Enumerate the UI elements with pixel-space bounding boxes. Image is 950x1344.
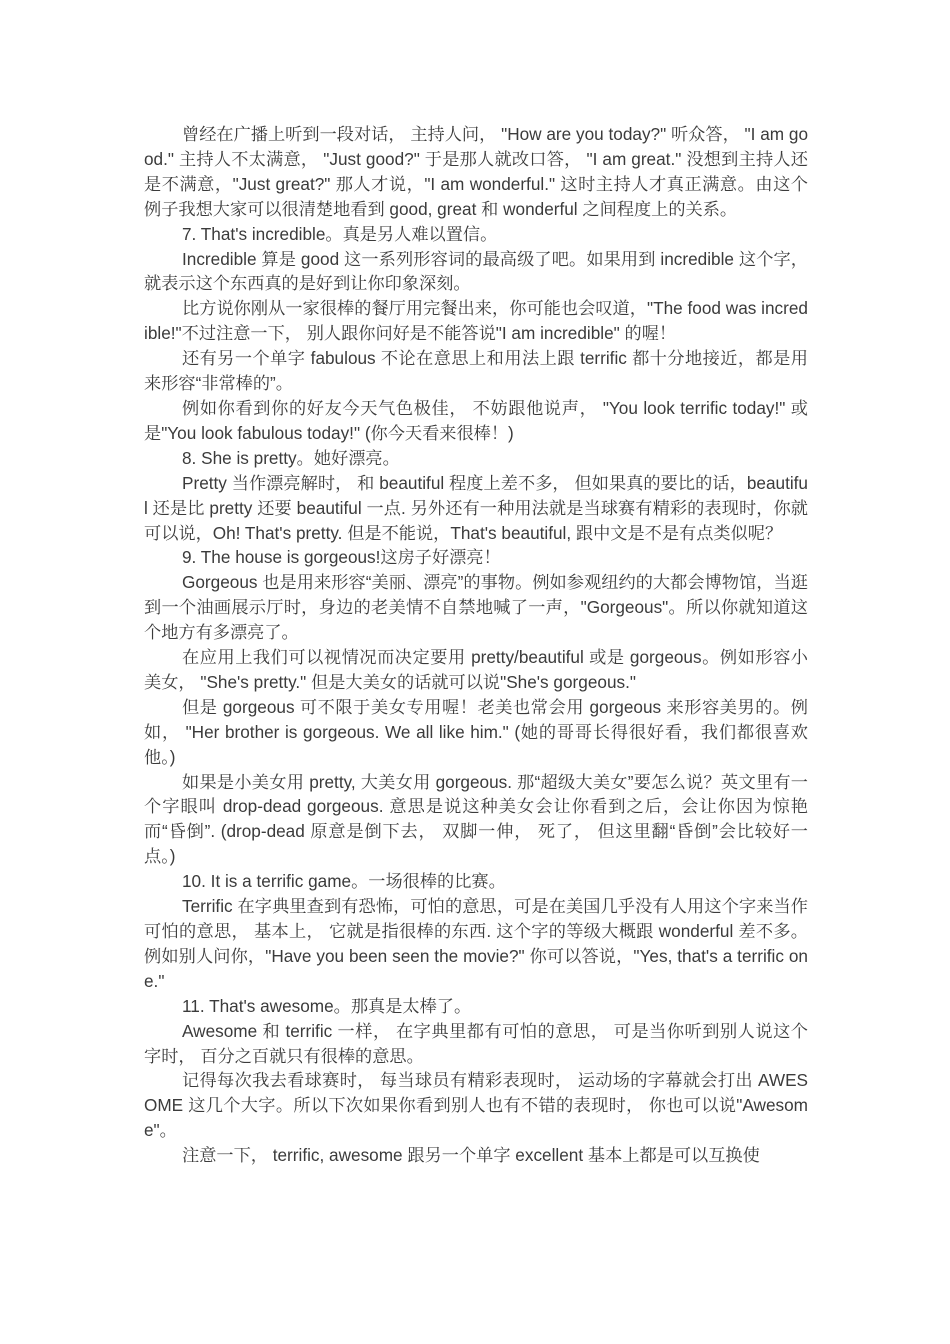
paragraph-gorgeous-meaning: Gorgeous 也是用来形容“美丽、漂亮”的事物。例如参观纽约的大都会博物馆，当逛到一个油画展示厅时，身边的老美情不自禁地喊了一声，"Gorgeous"。所以你就知道这个地方有多漂亮了。 xyxy=(144,572,808,643)
heading-gorgeous: 9. The house is gorgeous!这房子好漂亮！ xyxy=(182,547,501,568)
paragraph-incredible-example: 比方说你刚从一家很棒的餐厅用完餐出来，你可能也会叹道，"The food was incredible!"不过注意一下， 别人跟你问好是不能答说"I am incredible" 的喔！ xyxy=(144,298,808,344)
paragraph-fabulous-example: 例如你看到你的好友今天气色极佳， 不妨跟他说声， "You look terrific today!" 或是"You look fabulous today!" (你今天看来很棒！) xyxy=(144,397,808,443)
paragraph-excellent-note: 注意一下， terrific, awesome 跟另一个单字 excellent 基本上都是可以互换使 xyxy=(182,1145,760,1166)
paragraph-drop-dead-gorgeous: 如果是小美女用 pretty, 大美女用 gorgeous. 那“超级大美女”要怎么说？英文里有一个字眼叫 drop-dead gorgeous. 意思是说这种美女会让你看到之后，会让你因为惊艳而“昏倒”. (drop-dead 原意是倒下去， 双脚一伸， 死了， 但这里翻“昏倒”会比较好一点。) xyxy=(144,771,808,867)
heading-terrific: 10. It is a terrific game。一场很棒的比赛。 xyxy=(182,871,506,892)
heading-awesome: 11. That's awesome。那真是太棒了。 xyxy=(182,995,472,1016)
paragraph-awesome-meaning: Awesome 和 terrific 一样， 在字典里都有可怕的意思， 可是当你听到别人说这个字时， 百分之百就只有很棒的意思。 xyxy=(144,1020,808,1066)
paragraph-incredible-meaning: Incredible 算是 good 这一系列形容词的最高级了吧。如果用到 incredible 这个字， 就表示这个东西真的是好到让你印象深刻。 xyxy=(144,248,808,294)
paragraph-pretty-meaning: Pretty 当作漂亮解时， 和 beautiful 程度上差不多， 但如果真的要比的话，beautiful 还是比 pretty 还要 beautiful 一点. 另外还有一种用法就是当球赛有精彩的表现时，你就可以说，Oh! That's pretty. 但是不能说，That's beautiful, 跟中文是不是有点类似呢？ xyxy=(144,472,808,543)
heading-pretty: 8. She is pretty。她好漂亮。 xyxy=(182,447,400,468)
paragraph-awesome-example: 记得每次我去看球赛时， 每当球员有精彩表现时， 运动场的字幕就会打出 AWESOME 这几个大字。所以下次如果你看到别人也有不错的表现时， 你也可以说"Awesome"。 xyxy=(144,1070,808,1141)
paragraph-terrific-meaning: Terrific 在字典里查到有恐怖，可怕的意思，可是在美国几乎没有人用这个字来当作可怕的意思， 基本上， 它就是指很棒的东西. 这个字的等级大概跟 wonderful 差不多。例如别人问你，"Have you been seen the movie?" 你可以答说，"Yes, that's a terrific one." xyxy=(144,896,808,991)
paragraph-gorgeous-men: 但是 gorgeous 可不限于美女专用喔！老美也常会用 gorgeous 来形容美男的。例如， "Her brother is gorgeous. We all like him." (她的哥哥长得很好看，我们都很喜欢他。) xyxy=(144,696,808,767)
paragraph-gorgeous-usage: 在应用上我们可以视情况而决定要用 pretty/beautiful 或是 gorgeous。例如形容小美女， "She's pretty." 但是大美女的话就可以说"She's gorgeous." xyxy=(144,647,808,692)
paragraph-fabulous: 还有另一个单字 fabulous 不论在意思上和用法上跟 terrific 都十分地接近，都是用来形容“非常棒的”。 xyxy=(144,348,808,394)
heading-incredible: 7. That's incredible。真是另人难以置信。 xyxy=(182,223,498,244)
paragraph-radio-dialogue: 曾经在广播上听到一段对话， 主持人问， "How are you today?" 听众答， "I am good." 主持人不太满意， "Just good?" 于是那人就改口答， "I am great." 没想到主持人还是不满意，"Just great?" 那人才说，"I am wonderful." 这时主持人才真正满意。由这个例子我想大家可以很清楚地看到 good, great 和 wonderful 之间程度上的关系。 xyxy=(144,124,808,219)
document-body xyxy=(144,122,808,1168)
